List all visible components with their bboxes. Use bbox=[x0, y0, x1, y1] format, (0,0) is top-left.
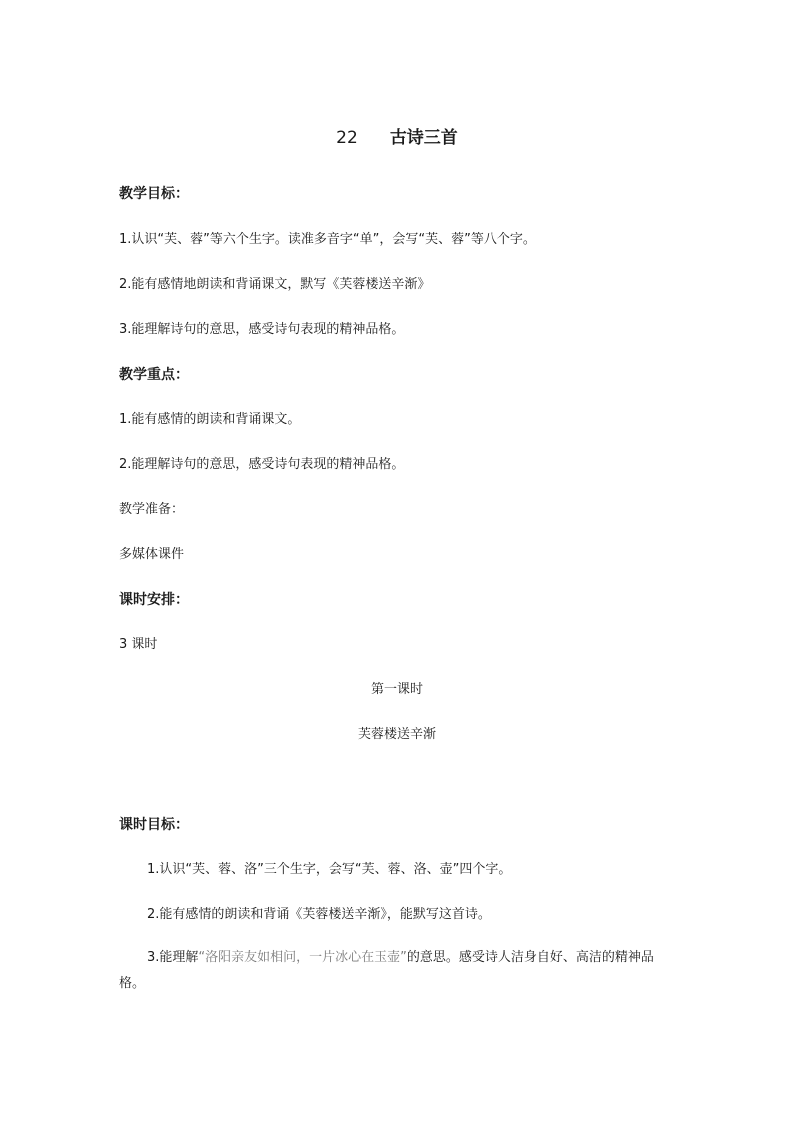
item3-prefix: 3.能理解 bbox=[147, 950, 199, 965]
lesson-name: 第一课时 bbox=[370, 682, 423, 697]
poem-title: 芙蓉楼送辛渐 bbox=[357, 727, 436, 742]
preparation-heading: 教学准备： bbox=[119, 502, 185, 517]
lesson-objective-item-2: 2.能有感情的朗读和背诵《芙蓉楼送辛渐》，能默写这首诗。 bbox=[147, 907, 491, 922]
lesson-objectives-heading: 课时目标： bbox=[119, 817, 189, 833]
objective-item-1: 1.认识“芙、蓉”等六个生字。读准多音字“单”，会写“芙、蓉”等八个字。 bbox=[119, 232, 536, 247]
page-title bbox=[0, 126, 794, 150]
key-points-heading: 教学重点： bbox=[119, 367, 189, 383]
lesson-objective-item-3 bbox=[119, 945, 659, 997]
objective-item-2: 2.能有感情地朗读和背诵课文，默写《芙蓉楼送辛渐》 bbox=[119, 277, 431, 292]
key-point-item-2: 2.能理解诗句的意思，感受诗句表现的精神品格。 bbox=[119, 457, 405, 472]
item3-quote: “洛阳亲友如相问，一片冰心在玉壶” bbox=[198, 950, 407, 965]
schedule-heading: 课时安排： bbox=[119, 592, 189, 608]
lesson-number: 22 bbox=[336, 128, 358, 148]
objective-item-3: 3.能理解诗句的意思，感受诗句表现的精神品格。 bbox=[119, 322, 405, 337]
preparation-content: 多媒体课件 bbox=[119, 547, 185, 562]
lesson-title: 古诗三首 bbox=[389, 128, 458, 148]
schedule-content: 3 课时 bbox=[119, 637, 158, 652]
objectives-heading: 教学目标： bbox=[119, 186, 189, 202]
lesson-objective-item-1: 1.认识“芙、蓉、洛”三个生字，会写“芙、蓉、洛、壶”四个字。 bbox=[147, 862, 512, 877]
item3-suffix: 的意思。感受诗人洁身自好、高洁的精神品格。 bbox=[119, 950, 654, 991]
key-point-item-1: 1.能有感情的朗读和背诵课文。 bbox=[119, 412, 301, 427]
